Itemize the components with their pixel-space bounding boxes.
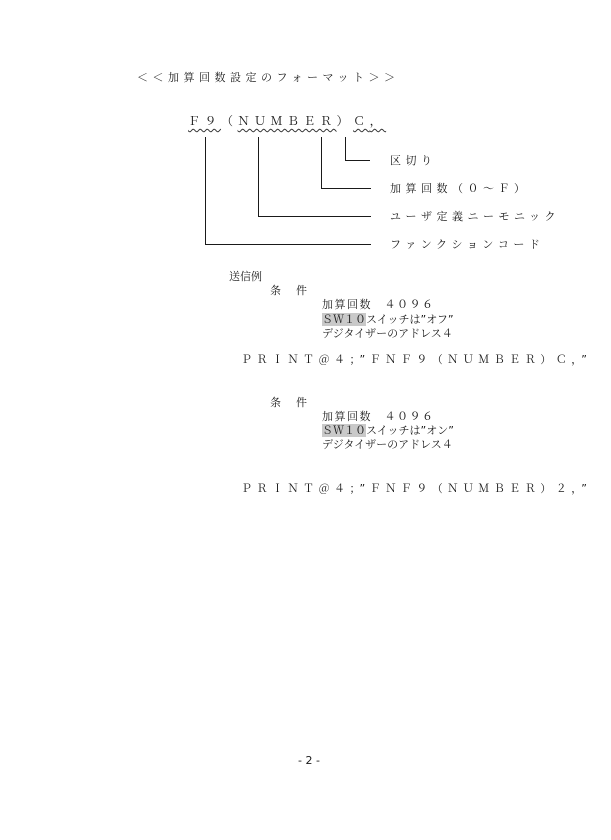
function-code-hline	[205, 244, 371, 245]
example2-switch-name: ＳＷ１０	[322, 424, 366, 437]
function-code-vline	[205, 137, 206, 245]
mnemonic-hline	[258, 216, 371, 217]
example1-command: ＰＲＩＮＴ＠４；”ＦＮＦ９（ＮＵＭＢＥＲ）Ｃ，”	[241, 353, 592, 366]
example1-switch-name: ＳＷ１０	[322, 313, 366, 326]
example-label: 送信例	[229, 270, 262, 283]
format-string	[188, 115, 386, 128]
legend-mnemonic: ユーザ定義ニーモニック	[390, 210, 561, 223]
mnemonic-vline	[258, 137, 259, 217]
add-count-hline	[321, 188, 371, 189]
example2-command: ＰＲＩＮＴ＠４；”ＦＮＦ９（ＮＵＭＢＥＲ）２，”	[241, 482, 592, 495]
separator-hline	[345, 160, 370, 161]
format-function-code: Ｆ９	[188, 114, 222, 128]
legend-add-count: 加算回数（０～Ｆ）	[390, 182, 530, 195]
add-count-vline	[321, 137, 322, 189]
legend-separator: 区切り	[390, 154, 437, 167]
format-add-count: Ｃ	[353, 114, 370, 128]
format-open-paren: （	[221, 114, 238, 128]
example1-switch: ＳＷ１０スイッチは”オフ”	[322, 313, 454, 326]
page-number: - 2 -	[298, 754, 320, 767]
example1-address: デジタイザーのアドレス４	[322, 327, 453, 340]
example2-add-count: 加算回数 ４０９６	[322, 410, 435, 423]
format-separator: ，	[369, 114, 387, 128]
format-mnemonic: ＮＵＭＢＥＲ	[237, 114, 337, 128]
example2-condition-label: 条 件	[270, 396, 309, 409]
example1-condition-label: 条 件	[270, 284, 309, 297]
example2-address: デジタイザーのアドレス４	[322, 438, 453, 451]
example1-add-count: 加算回数 ４０９６	[322, 298, 435, 311]
example2-switch: ＳＷ１０スイッチは”オン”	[322, 424, 454, 437]
format-close-paren: ）	[336, 114, 354, 128]
legend-function-code: ファンクションコード	[390, 238, 545, 251]
separator-vline	[345, 137, 346, 161]
page-heading: ＜＜加算回数設定のフォーマット＞＞	[137, 71, 400, 84]
